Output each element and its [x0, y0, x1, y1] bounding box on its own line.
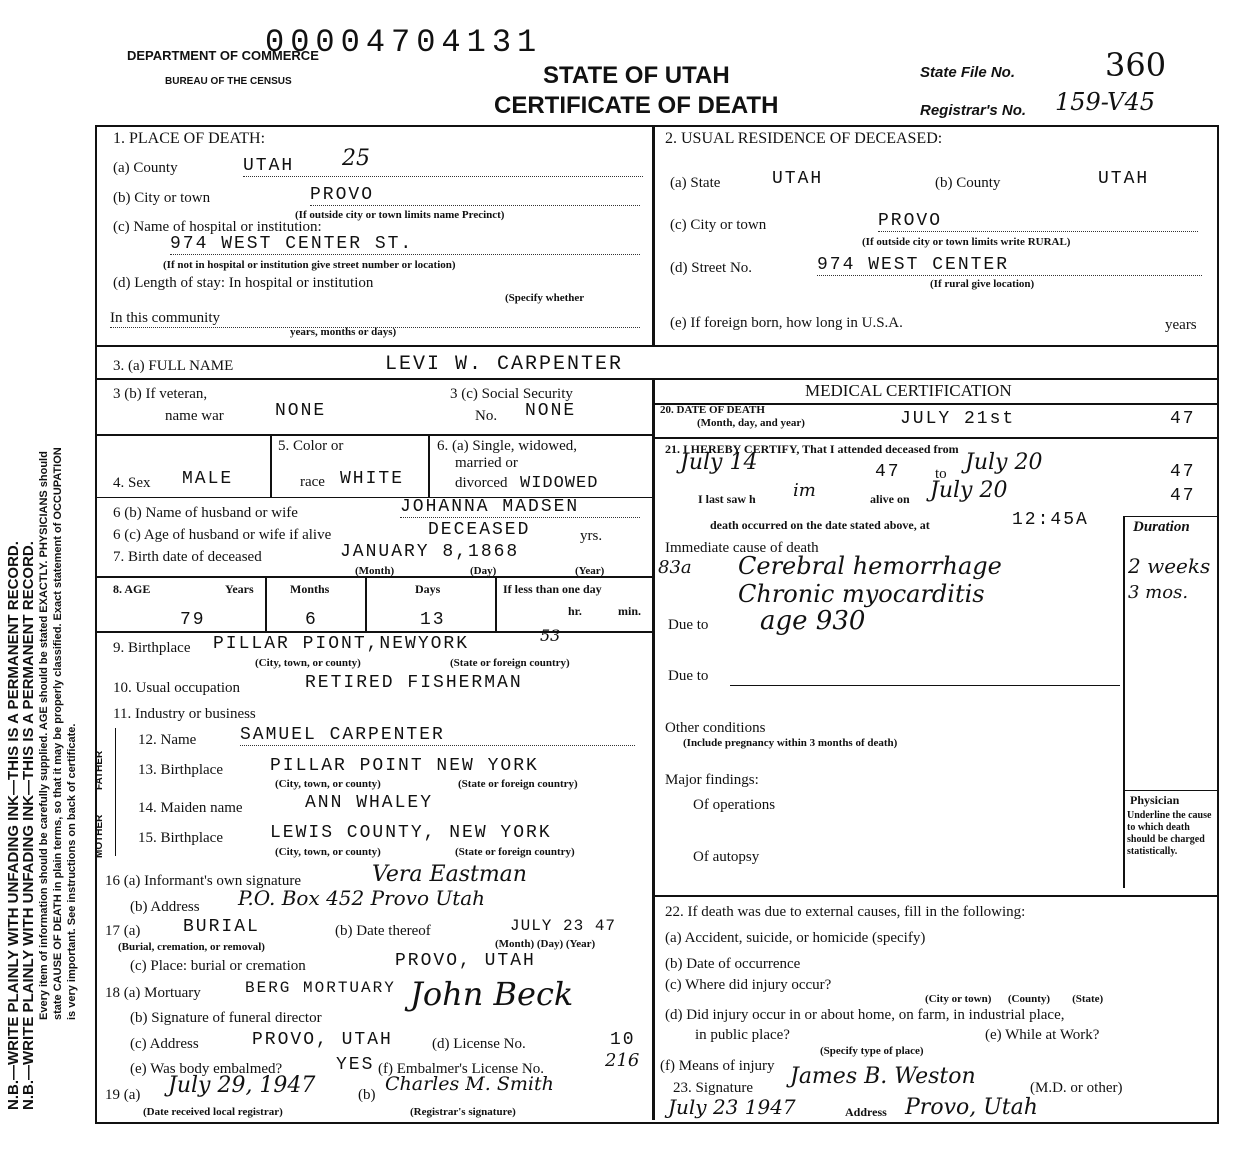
place-county-label: (a) County [113, 160, 178, 176]
rule-left-age-bottom [95, 631, 652, 633]
burial-date-note: (Month) (Day) (Year) [495, 938, 596, 950]
department-label: DEPARTMENT OF COMMERCE [127, 48, 319, 63]
rule-under-name [95, 378, 1217, 380]
received-date-value: July 29, 1947 [168, 1073, 316, 1098]
place-hospital-label: (c) Name of hospital or institution: [113, 219, 322, 235]
cause-secondary: Chronic myocarditis [738, 580, 985, 608]
external-c-note: (City or town) (County) (State) [925, 993, 1104, 1005]
cause-primary: Cerebral hemorrhage [738, 552, 1002, 580]
residence-city-value: PROVO [878, 211, 1198, 232]
residence-city-label: (c) City or town [670, 217, 767, 233]
attended-from-value: July 14 [680, 450, 758, 475]
age-years-value: 79 [180, 610, 206, 630]
birthplace-value: PILLAR PIONT,NEWYORK [213, 634, 470, 654]
center-divider-top [652, 125, 655, 347]
license-value: 10 [610, 1030, 636, 1050]
place-city-value: PROVO [310, 185, 640, 206]
cause-label: Immediate cause of death [665, 540, 819, 556]
physician-signature-note: (M.D. or other) [1030, 1080, 1123, 1096]
fullname-value: LEVI W. CARPENTER [385, 353, 624, 376]
rule-father-bracket [115, 728, 116, 856]
rule-race [428, 434, 430, 498]
residence-foreign-label: (e) If foreign born, how long in U.S.A. [670, 315, 903, 331]
birthdate-value: JANUARY 8,1868 [340, 542, 520, 562]
spouse-age-label: 6 (c) Age of husband or wife if alive [113, 527, 332, 543]
father-name-value: SAMUEL CARPENTER [240, 725, 635, 746]
received-label: 19 (a) [105, 1087, 141, 1103]
spouse-value: JOHANNA MADSEN [400, 497, 640, 518]
sex-label: 4. Sex [113, 475, 151, 491]
residence-county-value: UTAH [1098, 169, 1150, 189]
father-birthplace-label: 13. Birthplace [138, 762, 223, 778]
external-title: 22. If death was due to external causes, fill in the following: [665, 904, 1026, 920]
age-months-value: 6 [305, 610, 318, 630]
last-saw-pronoun: im [793, 480, 816, 501]
external-f-label: (f) Means of injury [660, 1058, 775, 1074]
marital-label-2: married or [455, 455, 518, 471]
dod-note: (Month, day, and year) [697, 417, 805, 429]
informant-address-value: P.O. Box 452 Provo Utah [238, 886, 486, 910]
registrar-signature-value: Charles M. Smith [385, 1073, 554, 1095]
residence-title: 2. USUAL RESIDENCE OF DECEASED: [665, 130, 943, 147]
age-years-label: Years [225, 582, 254, 596]
received-note: (Date received local registrar) [143, 1106, 283, 1118]
margin-instructions-2: state CAUSE OF DEATH in plain terms, so that it may be properly classified. Exact statement of OCCUPATION [52, 447, 64, 1020]
age-months-label: Months [290, 582, 330, 596]
registrar-signature-note: (Registrar's signature) [410, 1106, 516, 1118]
margin-notice-1: N.B.—WRITE PLAINLY WITH UNFADING INK—THIS IS A PERMANENT RECORD. [5, 541, 22, 1110]
state-file-number: 360 [1105, 46, 1167, 84]
mother-bp-city-note: (City, town, or county) [275, 846, 381, 858]
rule-right-ext [652, 895, 1217, 897]
burial-place-label: (c) Place: burial or cremation [130, 958, 306, 974]
burial-date-value: JULY 23 47 [510, 917, 617, 935]
age-min-label: min. [618, 604, 642, 618]
place-city-label: (b) City or town [113, 190, 211, 206]
rule-age-months [365, 576, 367, 632]
residence-state-value: UTAH [772, 169, 824, 189]
disposal-value: BURIAL [183, 917, 260, 937]
embalmer-license-value: 216 [605, 1050, 640, 1071]
bureau-label: BUREAU OF THE CENSUS [165, 76, 292, 87]
cause-primary-duration: 2 weeks [1128, 554, 1211, 578]
mother-vertical-label: MOTHER [94, 814, 105, 858]
last-saw-label: I last saw h [698, 492, 756, 506]
last-saw-value: July 20 [930, 478, 1008, 503]
residence-county-label: (b) County [935, 175, 1001, 191]
age-lt-day-label: If less than one day [503, 582, 602, 596]
external-e-label: (e) While at Work? [985, 1027, 1100, 1043]
veteran-label: 3 (b) If veteran, [113, 386, 208, 402]
mother-maiden-value: ANN WHALEY [305, 793, 434, 813]
age-label: 8. AGE [113, 582, 151, 596]
burial-date-label: (b) Date thereof [335, 923, 431, 939]
funeral-director-label: (b) Signature of funeral director [130, 1010, 322, 1026]
physician-address-label: Address [845, 1105, 887, 1119]
burial-place-value: PROVO, UTAH [395, 951, 536, 971]
residence-street-note: (If rural give location) [930, 278, 1035, 290]
spouse-age-value: DECEASED [428, 520, 531, 540]
residence-street-value: 974 WEST CENTER [817, 255, 1202, 276]
rule-age-years [265, 576, 267, 632]
place-hospital-value: 974 WEST CENTER ST. [170, 234, 640, 255]
occupation-label: 10. Usual occupation [113, 680, 241, 696]
industry-label: 11. Industry or business [113, 706, 256, 722]
place-community-note: years, months or days) [290, 326, 397, 338]
informant-signature: Vera Eastman [372, 862, 527, 887]
ss-no-label: No. [475, 408, 498, 424]
age-days-label: Days [415, 582, 441, 596]
attended-to-year: 47 [1170, 462, 1196, 482]
rule-age-days [495, 576, 497, 632]
external-d-label-2: in public place? [695, 1027, 790, 1043]
external-d-label: (d) Did injury occur in or about home, on farm, in industrial place, [665, 1007, 1065, 1023]
dod-value: JULY 21st [900, 409, 1016, 429]
external-c-label: (c) Where did injury occur? [665, 977, 832, 993]
major-findings-label: Major findings: [665, 772, 759, 788]
embalmed-value: YES [336, 1055, 375, 1075]
place-community-label: In this community [110, 310, 640, 328]
physician-signature-value: James B. Weston [790, 1064, 976, 1089]
place-title: 1. PLACE OF DEATH: [113, 130, 266, 147]
duration-label: Duration [1133, 519, 1190, 535]
other-conditions-note: (Include pregnancy within 3 months of death) [683, 737, 898, 749]
medical-title: MEDICAL CERTIFICATION [805, 381, 1012, 400]
war-label: name war [165, 408, 224, 424]
alive-on-label: alive on [870, 492, 910, 506]
signature-date-value: July 23 1947 [668, 1095, 796, 1119]
other-conditions-label: Other conditions [665, 720, 766, 736]
attended-to-value: July 20 [965, 450, 1043, 475]
father-bp-state-note: (State or foreign country) [458, 778, 578, 790]
marital-label-3: divorced [455, 475, 508, 491]
rule-left-veteran [95, 434, 652, 436]
birthplace-city-note: (City, town, or county) [255, 657, 361, 669]
residence-street-label: (d) Street No. [670, 260, 753, 276]
due-to-value: age 930 [760, 606, 866, 636]
cause-code: 83a [658, 557, 692, 578]
birthplace-code: 53 [540, 626, 561, 645]
birthplace-state-note: (State or foreign country) [450, 657, 570, 669]
birthdate-label: 7. Birth date of deceased [113, 549, 262, 565]
dod-label: 20. DATE OF DEATH [660, 404, 765, 416]
attended-to-label: to [935, 466, 947, 482]
occupation-value: RETIRED FISHERMAN [305, 673, 523, 693]
residence-city-note: (If outside city or town limits write RURAL) [862, 236, 1071, 248]
serial-number: 00004704131 [265, 24, 543, 61]
certificate-title-state: STATE OF UTAH [543, 62, 730, 89]
last-saw-year: 47 [1170, 486, 1196, 506]
father-vertical-label: FATHER [94, 750, 105, 790]
due-to-2-label: Due to [668, 668, 709, 684]
mother-birthplace-value: LEWIS COUNTY, NEW YORK [270, 823, 552, 843]
mother-bp-state-note: (State or foreign country) [455, 846, 575, 858]
color-label: 5. Color or [278, 438, 344, 454]
race-value: WHITE [340, 469, 405, 489]
place-hospital-note: (If not in hospital or institution give street number or location) [163, 259, 456, 271]
ss-value: NONE [525, 401, 577, 421]
mortuary-value: BERG MORTUARY [245, 979, 396, 997]
father-bp-city-note: (City, town, or county) [275, 778, 381, 790]
autopsy-label: Of autopsy [693, 849, 760, 865]
fullname-label: 3. (a) FULL NAME [113, 358, 234, 374]
registrar-label: Registrar's No. [920, 102, 1027, 119]
spouse-label: 6 (b) Name of husband or wife [113, 505, 298, 521]
dod-year: 47 [1170, 409, 1196, 429]
registrar-number: 159-V45 [1055, 88, 1156, 116]
disposal-label: 17 (a) [105, 923, 141, 939]
death-time-label: death occurred on the date stated above, at [710, 518, 930, 532]
place-county-value: UTAH [243, 156, 643, 177]
rule-duration-col [1123, 516, 1125, 888]
rule-under-place [95, 345, 1217, 347]
place-stay-note: (Specify whether [505, 292, 585, 304]
physician-signature-label: 23. Signature [673, 1080, 753, 1096]
residence-state-label: (a) State [670, 175, 721, 191]
cause-secondary-duration: 3 mos. [1128, 582, 1189, 603]
spouse-age-unit: yrs. [580, 528, 603, 544]
mortuary-address-value: PROVO, UTAH [252, 1030, 393, 1050]
license-label: (d) License No. [432, 1036, 526, 1052]
father-name-label: 12. Name [138, 732, 197, 748]
place-county-code: 25 [342, 146, 370, 171]
physician-label: Physician [1130, 793, 1180, 807]
war-value: NONE [275, 401, 327, 421]
due-to-label: Due to [668, 617, 709, 633]
mother-birthplace-label: 15. Birthplace [138, 830, 223, 846]
external-a-label: (a) Accident, suicide, or homicide (specify) [665, 930, 926, 946]
age-days-value: 13 [420, 610, 446, 630]
margin-instructions-3: is very important. See instructions on back of certificate. [66, 723, 78, 1020]
physician-note: Underline the cause to which death should be charged statistically. [1127, 810, 1212, 857]
external-b-label: (b) Date of occurrence [665, 956, 801, 972]
mother-maiden-label: 14. Maiden name [138, 800, 243, 816]
attended-from-year: 47 [875, 462, 901, 482]
place-city-note: (If outside city or town limits name Precinct) [295, 209, 505, 221]
rule-right-cert [652, 437, 1217, 439]
mortuary-address-label: (c) Address [130, 1036, 199, 1052]
birthdate-day-note: (Day) [470, 565, 497, 577]
external-d-note: (Specify type of place) [820, 1045, 924, 1057]
place-stay-label: (d) Length of stay: In hospital or institution [113, 275, 374, 291]
due-to-2-rule [730, 685, 1120, 686]
birthplace-label: 9. Birthplace [113, 640, 191, 656]
physician-address-value: Provo, Utah [905, 1095, 1038, 1120]
father-birthplace-value: PILLAR POINT NEW YORK [270, 756, 539, 776]
ss-label: 3 (c) Social Security [450, 386, 573, 402]
physician-box-top [1123, 790, 1217, 791]
rule-duration-top [1123, 516, 1217, 517]
birthdate-year-note: (Year) [575, 565, 605, 577]
funeral-director-signature: John Beck [410, 975, 574, 1013]
certify-label: 21. I HEREBY CERTIFY, That I attended deceased from [665, 442, 959, 456]
disposal-note: (Burial, cremation, or removal) [118, 941, 265, 953]
rule-sex [270, 434, 272, 498]
marital-label: 6. (a) Single, widowed, [437, 438, 577, 454]
mortuary-label: 18 (a) Mortuary [105, 985, 201, 1001]
race-label: race [300, 474, 325, 490]
embalmed-label: (e) Was body embalmed? [130, 1061, 283, 1077]
registrar-signature-label: (b) [358, 1087, 376, 1103]
residence-foreign-unit: years [1165, 317, 1197, 333]
certificate-title: CERTIFICATE OF DEATH [494, 92, 779, 119]
birthdate-month-note: (Month) [355, 565, 395, 577]
operations-label: Of operations [693, 797, 776, 813]
embalmer-license-label: (f) Embalmer's License No. [378, 1061, 544, 1077]
informant-address-label: (b) Address [130, 899, 200, 915]
sex-value: MALE [182, 469, 234, 489]
age-hr-label: hr. [568, 604, 582, 618]
center-divider-bottom [652, 378, 655, 1120]
marital-value: WIDOWED [520, 474, 599, 493]
margin-notice-2: N.B.—WRITE PLAINLY WITH UNFADING INK—THIS IS A PERMANENT RECORD. [20, 541, 37, 1110]
state-file-label: State File No. [920, 64, 1016, 81]
death-time-value: 12:45A [1012, 510, 1089, 530]
margin-instructions-1: Every item of information should be carefully supplied. AGE should be stated EXACTLY. PHYSICIANS should [38, 451, 50, 1020]
informant-label: 16 (a) Informant's own signature [105, 873, 301, 889]
